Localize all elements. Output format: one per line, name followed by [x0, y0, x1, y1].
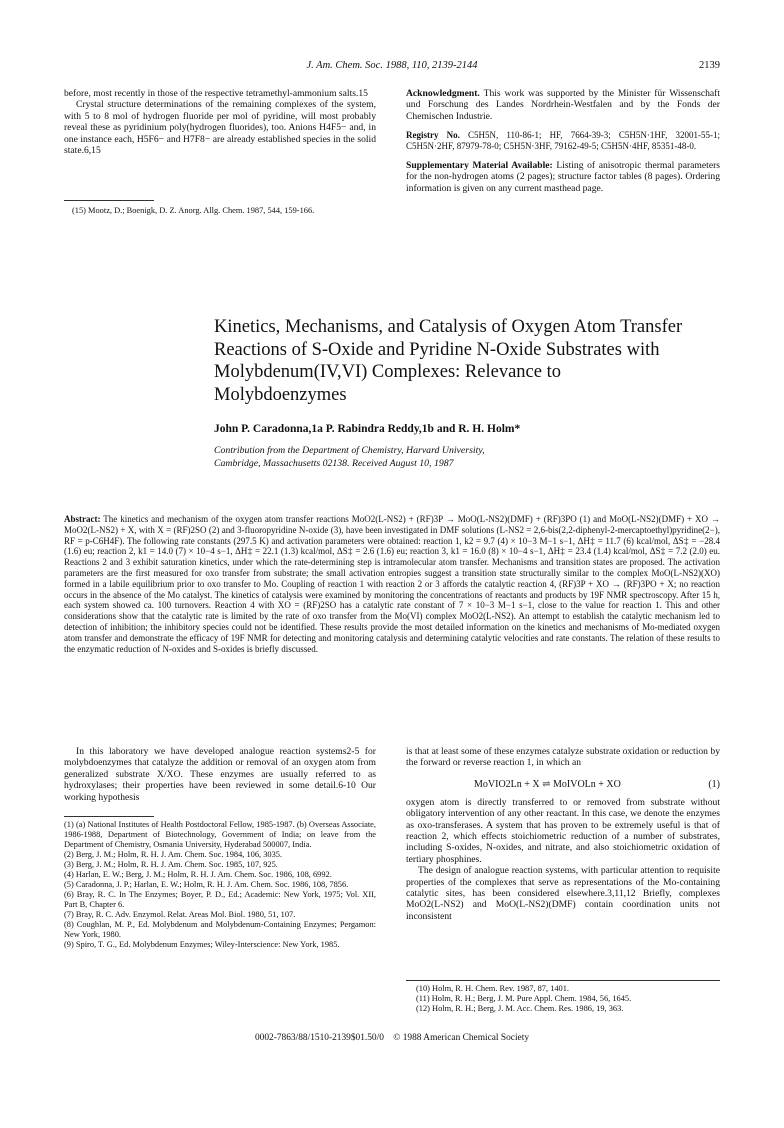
equation-1	[406, 775, 720, 795]
registry-text: C5H5N, 110-86-1; HF, 7664-39-3; C5H5N·1HF, 32001-55-1; C5H5N·2HF, 87979-78-0; C5H5N·3HF, 79162-49-5; C5H5N·4HF, 85351-48-0.	[406, 130, 720, 152]
supplementary-material	[406, 160, 720, 194]
footnote: (3) Berg, J. M.; Holm, R. H. J. Am. Chem. Soc. 1985, 107, 925.	[64, 860, 278, 869]
footnote-rule	[406, 980, 720, 981]
page-number: 2139	[699, 60, 720, 71]
footnote: (7) Bray, R. C. Adv. Enzymol. Relat. Areas Mol. Biol. 1980, 51, 107.	[64, 910, 296, 919]
footnote: (11) Holm, R. H.; Berg, J. M. Pure Appl. Chem. 1984, 56, 1645.	[416, 994, 632, 1003]
authors: John P. Caradonna,1a P. Rabindra Reddy,1b and R. H. Holm*	[214, 423, 521, 435]
journal-citation: J. Am. Chem. Soc. 1988, 110, 2139-2144	[306, 60, 478, 71]
registry-numbers	[406, 130, 720, 152]
abstract	[64, 514, 720, 654]
footnote: (4) Harlan, E. W.; Berg, J. M.; Holm, R. H. J. Am. Chem. Soc. 1986, 108, 6992.	[64, 870, 332, 879]
affiliation-line: Contribution from the Department of Chemistry, Harvard University,	[214, 445, 485, 456]
prev-paragraph: Crystal structure determinations of the remaining complexes of the system, with 5 to 8 mol of hydrogen fluoride per mol of pyridine, will most probably reveal these as pyridinium poly(hydrogen fluorides), too. Anions H4F5− and, in one instance each, H5F6− and H7F8− are already established species in the solid state.6,15	[64, 99, 376, 157]
acknowledgment	[406, 88, 720, 122]
prev-footnote: (15) Mootz, D.; Boenigk, D. Z. Anorg. Allg. Chem. 1987, 544, 159-166.	[72, 206, 315, 215]
footnote: (9) Spiro, T. G., Ed. Molybdenum Enzymes; Wiley-Interscience: New York, 1985.	[64, 940, 340, 949]
registry-heading: Registry No.	[406, 130, 460, 141]
footnote: (10) Holm, R. H. Chem. Rev. 1987, 87, 1401.	[416, 984, 569, 993]
body-paragraph: In this laboratory we have developed analogue reaction systems2-5 for molybdoenzymes that catalyze the addition or removal of an oxygen atom from generalized substrate X/XO. These enzymes are usually referred to as hydroxylases; their properties have been reviewed in some detail.6-10 Our working hypothesis	[64, 746, 376, 803]
footnote: (12) Holm, R. H.; Berg, J. M. Acc. Chem. Res. 1986, 19, 363.	[416, 1004, 624, 1013]
footnote: (8) Coughlan, M. P., Ed. Molybdenum and Molybdenum-Containing Enzymes; Pergamon: New York, 1980.	[64, 920, 376, 939]
page-footer	[0, 1033, 784, 1043]
acknowledgment-text: This work was supported by the Minister für Wissenschaft und Forschung des Landes Nordrhein-Westfalen and by the Fonds der Chemischen Industrie.	[406, 88, 720, 122]
copyright: © 1988 American Chemical Society	[393, 1033, 530, 1043]
title-line: Molybdenum(IV,VI) Complexes: Relevance to	[214, 362, 561, 382]
footnote: (2) Berg, J. M.; Holm, R. H. J. Am. Chem. Soc. 1984, 106, 3035.	[64, 850, 283, 859]
body-paragraph: oxygen atom is directly transferred to or removed from substrate without obligatory intervention of any other reactant. In this case, we denote the enzymes as oxo-transferases. A system that has proven to be extremely useful is that of reaction 2, which effects stoichiometric reduction of a number of substrates, including S-oxides, N-oxides, and nitrate, and also stoichiometric oxidation of tertiary phosphines.	[406, 796, 720, 865]
title-line: Molybdoenzymes	[214, 384, 347, 405]
article-title	[214, 316, 684, 406]
title-line: Reactions of S-Oxide and Pyridine N-Oxide Substrates with	[214, 339, 660, 360]
footnote: (5) Caradonna, J. P.; Harlan, E. W.; Holm, R. H. J. Am. Chem. Soc. 1986, 108, 7856.	[64, 880, 349, 889]
body-left-column	[64, 746, 376, 803]
abstract-heading: Abstract:	[64, 514, 101, 524]
article-code: 0002-7863/88/1510-2139$01.50/0	[254, 1033, 384, 1043]
body-paragraph: is that at least some of these enzymes catalyze substrate oxidation or reduction by the forward or reverse reaction 1, in which an	[406, 746, 720, 769]
body-right-column	[406, 746, 720, 922]
footnote: (6) Bray, R. C. In The Enzymes; Boyer, P. D., Ed.; Academic: New York, 1975; Vol. XII, Part B, Chapter 6.	[64, 890, 376, 909]
prev-article-left-column	[64, 88, 376, 156]
footnote: (1) (a) National Institutes of Health Postdoctoral Fellow, 1985-1987. (b) Overseas Associate, 1986-1988, Department of Biotechnology, Government of India; on leave from the Department of Chemistry, Osmania University, Hyderabad 500007, India.	[64, 820, 376, 849]
footnotes-right	[416, 984, 720, 1014]
prev-paragraph: before, most recently in those of the respective tetramethyl-ammonium salts.15	[64, 88, 368, 99]
acknowledgment-heading: Acknowledgment.	[406, 88, 480, 99]
prev-article-right-column	[406, 88, 720, 194]
supplementary-text: Listing of anisotropic thermal parameters for the non-hydrogen atoms (2 pages); structure factor tables (8 pages). Ordering information is given on any current masthead page.	[406, 159, 721, 194]
footnote-rule	[64, 816, 154, 817]
supplementary-heading: Supplementary Material Available:	[406, 159, 553, 171]
affiliation-line: Cambridge, Massachusetts 02138. Received August 10, 1987	[214, 457, 454, 469]
equation-text: MoVIO2Ln + X ⇌ MoIVOLn + XO	[474, 778, 621, 790]
body-paragraph: The design of analogue reaction systems, with particular attention to requisite properties of the complexes that serve as representations of the Mo-containing catalytic sites, has been considered elsewhere.3,11,12 Briefly, complexes MoO2(L-NS2) and MoO(L-NS2)(DMF) contain coordination units not inconsistent	[406, 865, 720, 922]
title-line: Kinetics, Mechanisms, and Catalysis of Oxygen Atom Transfer	[214, 317, 683, 337]
equation-number: (1)	[708, 778, 720, 790]
footnotes-left	[64, 820, 376, 950]
affiliation	[214, 445, 485, 470]
abstract-text: The kinetics and mechanism of the oxygen atom transfer reactions MoO2(L-NS2) + (RF)3P → MoO(L-NS2)(DMF) + (RF)3PO (1) and MoO(L-NS2)(DMF) + XO → MoO2(L-NS2) + X, with X = (RF)2SO (2) and 3-fluoropyridine N-oxide (3), have been investigated in DMF solutions (L-NS2 = 2,6-bis(2,2-diphenyl-2-mercaptoethyl)pyridine(2−), RF = p-C6H4F). The following rate constants (297.5 K) and activation parameters were obtained: reaction 1, k2 = 9.7 (4) × 10−3 M−1 s−1, ΔH‡ = 11.7 (6) kcal/mol, ΔS‡ = −28.4 (1.6) eu; reaction 2, k1 = 14.0 (7) × 10−4 s−1, ΔH‡ = 22.1 (1.3) kcal/mol, ΔS‡ = 2.6 (1.6) eu; reaction 3, k1 = 16.0 (8) × 10−4 s−1, ΔH‡ = 23.4 (1.4) kcal/mol, ΔS‡ = 7.2 (2.0) eu. Reactions 2 and 3 exhibit saturation kinetics, under which the rate-determining step is intramolecular atom transfer. Mechanisms and transition states are proposed. The activation parameters are the first measured for oxo transfer from substrate; the small activation entropies suggest a transition state structurally similar to the complex MoO(L-NS2)(XO) formed in a labile equilibrium prior to oxo transfer to Mo. Coupling of reaction 1 with reaction 2 or 3 affords the catalytic reaction 4, (RF)3P + XO → (RF)3PO + X; no reaction occurs in the absence of the Mo catalyst. The kinetics of catalysis were examined by monitoring the concentrations of reactants and products by 19F NMR spectroscopy. After 15 h, each system showed ca. 100 turnovers. Reaction 4 with XO = (RF)2SO has a catalytic rate constant of 7 × 10−3 M−1 s−1, close to the value for reaction 1. This and other considerations show that the catalytic rate is limited by the rate of oxo transfer from the Mo(VI) complex MoO2(L-NS2). An attempt to establish the catalytic mechanism led to detection of inhibition; the inhibitory species could not be identified. These results provide the most detailed information on the kinetics and mechanisms of Mo-mediated oxygen atom transfer and demonstrate the efficacy of 19F NMR for detecting and monitoring catalysis and determining catalytic velocities and rate constants. The relation of these results to the enzymatic reduction of N-oxides and S-oxides is briefly discussed.	[64, 514, 720, 654]
footnote-rule	[64, 200, 154, 201]
